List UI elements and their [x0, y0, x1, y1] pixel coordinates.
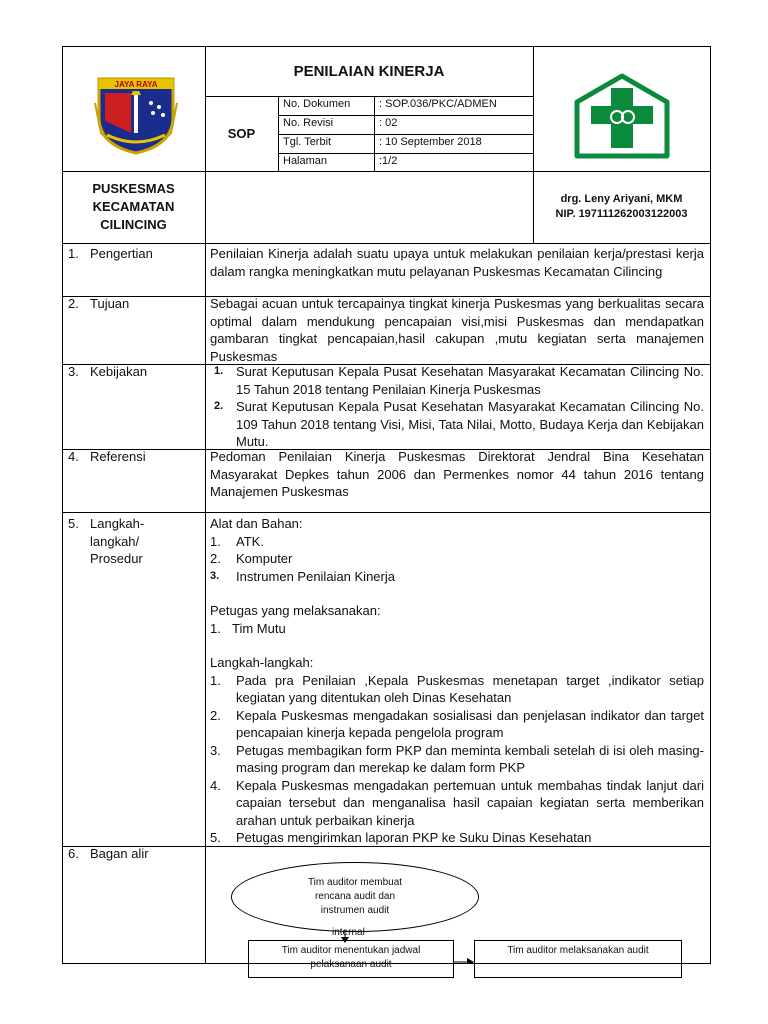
row-label-text: Bagan alir — [90, 846, 149, 861]
signer-name: drg. Leny Ariyani, MKM — [560, 193, 683, 205]
row-label-bagan — [68, 845, 149, 863]
row-label-line: langkah/ — [90, 533, 140, 549]
signer-block — [533, 171, 710, 243]
row-label-tujuan — [68, 295, 129, 313]
list-number: 5. — [210, 830, 221, 845]
meta-key: No. Dokumen — [283, 98, 351, 110]
list-text: Pada pra Penilaian ,Kepala Puskesmas menetapan target ,indikator setiap kegiatan yang ditentukan oleh Dinas Kesehatan — [236, 672, 704, 705]
spacer — [210, 637, 704, 654]
row-label-langkah — [68, 515, 144, 568]
flow-node-line: Tim auditor melaksanakan audit — [507, 945, 649, 956]
jaya-raya-emblem — [93, 73, 179, 155]
list-item — [210, 620, 704, 638]
meta-value: : SOP.036/PKC/ADMEN — [379, 98, 497, 110]
list-item — [210, 777, 704, 830]
list-text: Kepala Puskesmas mengadakan sosialisasi dan penjelasan indikator dan target pencapaian kinerja kepada pengelola program — [236, 707, 704, 740]
list-text: Instrumen Penilaian Kinerja — [236, 568, 395, 584]
pengertian-text: Penilaian Kinerja adalah suatu upaya untuk melakukan penilaian kerja/prestasi kerja dalam rangka meningkatkan mutu pelayanan Puskesmas Kecamatan Cilincing — [210, 246, 704, 279]
list-item — [210, 398, 704, 451]
list-item — [210, 568, 704, 586]
sop-label: SOP — [227, 126, 256, 141]
prosedur-content — [210, 515, 704, 847]
org-name-line: PUSKESMAS — [92, 181, 175, 196]
meta-value: : 10 September 2018 — [379, 136, 482, 148]
meta-row-revision — [278, 115, 533, 134]
row-number: 4. — [68, 449, 79, 464]
list-number: 2. — [210, 551, 221, 566]
document-title: PENILAIAN KINERJA — [293, 62, 445, 80]
meta-row-issue-date — [278, 134, 533, 153]
list-number: 3. — [210, 569, 220, 582]
list-number: 1. — [210, 672, 221, 688]
list-item — [210, 829, 704, 847]
spacer — [210, 585, 704, 602]
flow-node-execute-audit — [474, 940, 682, 978]
row-divider — [62, 512, 711, 513]
list-text: ATK. — [236, 533, 264, 549]
flow-node-line: rencana audit dan — [314, 891, 396, 902]
row-label-text: Kebijakan — [90, 364, 148, 379]
row-label-line: Prosedur — [90, 551, 143, 566]
row-label-text: Pengertian — [90, 246, 153, 261]
org-name-line: CILINCING — [100, 217, 167, 232]
organization-name — [62, 171, 205, 243]
list-item — [210, 550, 704, 568]
puskesmas-logo — [573, 72, 671, 160]
row-number: 5. — [68, 516, 79, 531]
list-number: 4. — [210, 777, 221, 793]
emblem-lettering: JAYA RAYA — [114, 80, 158, 89]
row-label-text-block — [90, 515, 144, 568]
list-number: 2. — [214, 400, 224, 412]
row-label-pengertian — [68, 245, 153, 263]
meta-value: :1/2 — [379, 155, 398, 167]
org-name-line: KECAMATAN — [92, 199, 175, 214]
list-text: Petugas membagikan form PKP dan meminta kembali setelah di isi oleh masing-masing program dan merekap ke dalam form PKP — [236, 742, 704, 775]
list-text: Tim Mutu — [232, 620, 286, 636]
row-label-kebijakan — [68, 363, 147, 381]
flow-node-line: pelaksanaan audit — [310, 959, 392, 970]
flow-node-schedule — [248, 940, 454, 978]
row-label-text: Referensi — [90, 449, 146, 464]
flow-node-line: Tim auditor membuat — [307, 877, 403, 888]
meta-value: : 02 — [379, 117, 398, 129]
meta-key: Tgl. Terbit — [283, 136, 332, 148]
flow-node-line: Tim auditor menentukan jadwal — [281, 945, 421, 956]
list-number: 2. — [210, 707, 221, 723]
list-text: Surat Keputusan Kepala Pusat Kesehatan Masyarakat Kecamatan Cilincing No. 15 Tahun 2018 tentang Penilaian Kinerja Puskesmas — [236, 364, 704, 397]
list-number: 1. — [210, 533, 221, 549]
referensi-text: Pedoman Penilaian Kinerja Puskesmas Direktorat Jendral Bina Kesehatan Masyarakat Depkes tahun 2006 dan Permenkes nomor 44 tahun 2016 tentang Manajemen Puskesmas — [210, 449, 704, 499]
meta-key: No. Revisi — [283, 117, 334, 129]
list-number: 3. — [210, 742, 221, 758]
list-number: 1. — [214, 365, 224, 377]
flow-node-plan-audit — [231, 862, 479, 932]
list-text: Kepala Puskesmas mengadakan pertemuan untuk membahas tindak lanjut dari capaian tersebut dan menganalisa hasil capaian kegiatan serta memberikan arahan untuk perbaikan kinerja — [236, 777, 704, 828]
petugas-heading: Petugas yang melaksanakan: — [210, 603, 381, 618]
row-number: 2. — [68, 296, 79, 311]
kebijakan-list — [210, 363, 704, 451]
list-text: Surat Keputusan Kepala Pusat Kesehatan Masyarakat Kecamatan Cilincing No. 109 Tahun 2018 tentang Visi, Misi, Tata Nilai, Motto, Budaya Kerja dan Kebijakan Mutu. — [236, 399, 704, 449]
tujuan-text: Sebagai acuan untuk tercapainya tingkat kinerja Puskesmas yang berkualitas secara optimal dalam mendukung pencapaian visi,misi Puskesmas dan mendapatkan gambaran tingkat pencapaian,hasil cakupan ,mutu kegiatan serta manajemen Puskesmas — [210, 296, 704, 364]
alat-heading: Alat dan Bahan: — [210, 516, 303, 531]
list-item — [210, 672, 704, 707]
meta-row-page — [278, 153, 533, 172]
signer-nip: NIP. 197111262003122003 — [555, 208, 688, 220]
row-label-text: Tujuan — [90, 296, 130, 311]
list-item — [210, 363, 704, 398]
row-label-line: Langkah- — [90, 516, 145, 531]
meta-row-document-number — [278, 96, 533, 115]
row-number: 6. — [68, 846, 79, 861]
steps-heading: Langkah-langkah: — [210, 655, 314, 670]
list-number: 1. — [210, 620, 221, 636]
flow-node-tail: internal — [332, 927, 365, 938]
row-label-referensi — [68, 448, 146, 466]
list-item — [210, 707, 704, 742]
meta-key: Halaman — [283, 155, 328, 167]
blank-cell — [205, 171, 534, 244]
list-item — [210, 742, 704, 777]
list-text: Komputer — [236, 551, 293, 566]
row-number: 3. — [68, 364, 79, 379]
list-item — [210, 533, 704, 551]
row-number: 1. — [68, 246, 79, 261]
flow-node-line: instrumen audit — [320, 905, 390, 916]
list-text: Petugas mengirimkan laporan PKP ke Suku Dinas Kesehatan — [236, 830, 592, 845]
